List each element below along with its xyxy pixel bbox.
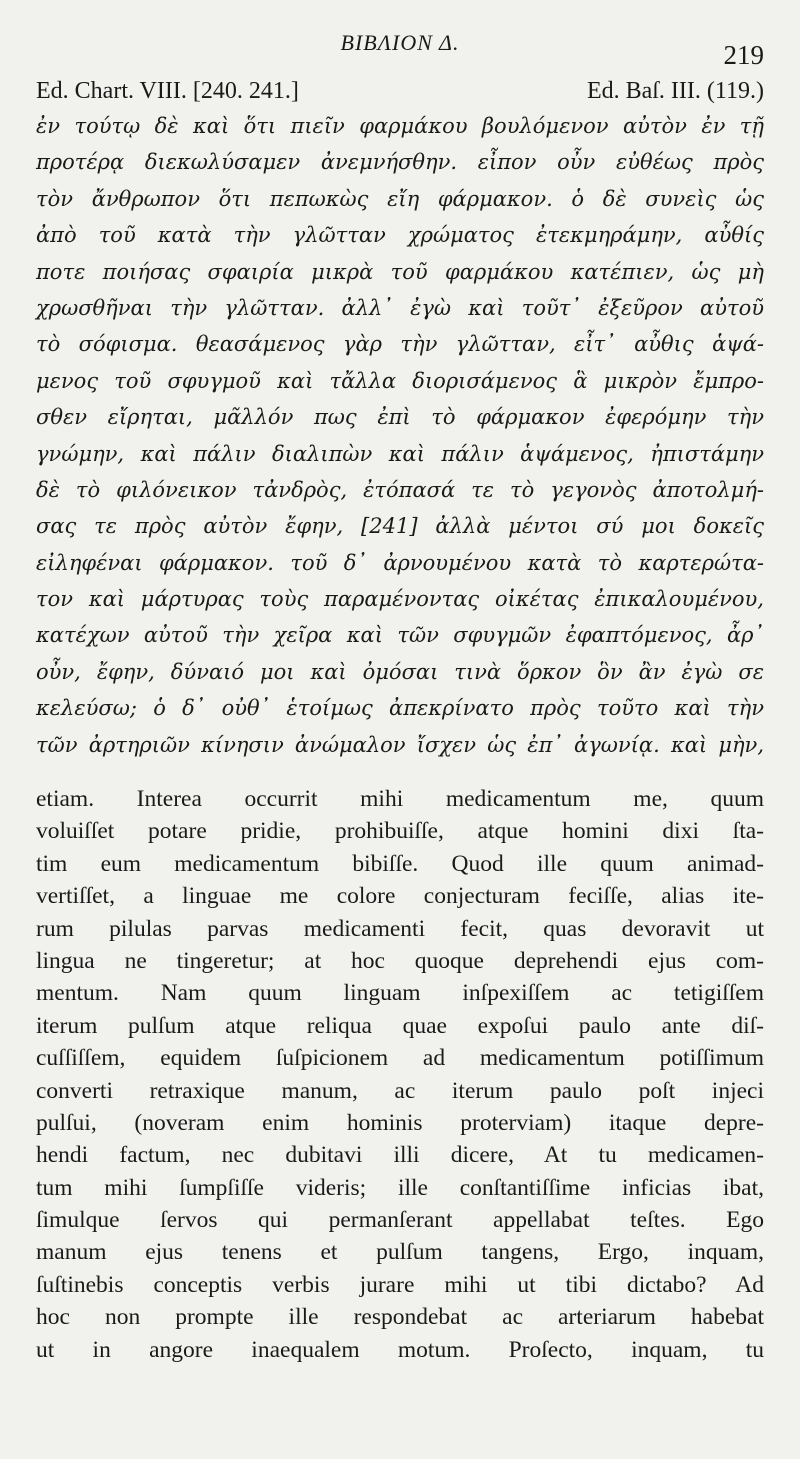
latin-text-line: vertiſſet, a linguae me colore conjecturam feciſſe, alias ite- [36, 883, 764, 910]
greek-text-line: τὸν ἄνθρωπον ὅτι πεπωκὼς εἴη φάρμακον. ὁ δὲ συνεὶς ὡς [36, 186, 764, 211]
latin-text-line: etiam. Interea occurrit mihi medicamentum me, quum [36, 786, 764, 812]
latin-text-line: ſimulque ſervos qui permanſerant appellabat teſtes. Ego [36, 1207, 764, 1234]
edition-reference-right: Ed. Baſ. III. (119.) [586, 78, 764, 104]
greek-text-line: γνώμην, καὶ πάλιν διαλιπὼν καὶ πάλιν ἁψάμενος, ἠπιστάμην [36, 441, 764, 466]
greek-text-line: τὸ σόφισμα. θεασάμενος γὰρ τὴν γλῶτταν, εἶτ᾽ αὖθις ἁψά- [36, 332, 764, 357]
latin-text-line: ſuſtinebis conceptis verbis jurare mihi ut tibi dictabo? Ad [36, 1271, 764, 1298]
latin-text-line: hoc non prompte ille respondebat ac arteriarum habebat [36, 1304, 764, 1331]
latin-text-line: rum pilulas parvas medicamenti fecit, quas devoravit ut [36, 915, 764, 942]
greek-text-line: τῶν ἀρτηριῶν κίνησιν ἀνώμαλον ἴσχεν ὡς ἐπ᾽ ἀγωνίᾳ. καὶ μὴν, [36, 732, 764, 757]
running-title: ΒΙΒΛΙΟΝ Δ. [340, 30, 460, 55]
greek-text-line: κελεύσω; ὁ δ᾽ οὐθ᾽ ἑτοίμως ἀπεκρίνατο πρὸς τοῦτο καὶ τὴν [36, 696, 764, 721]
greek-text-block [36, 108, 764, 763]
latin-text-line: tim eum medicamentum bibiſſe. Quod ille quum animad- [36, 850, 764, 877]
greek-text-line: προτέρᾳ διεκωλύσαμεν ἀνεμνήσθην. εἶπον οὖν εὐθέως πρὸς [36, 150, 764, 175]
latin-text-line: manum ejus tenens et pulſum tangens, Ergo, inquam, [36, 1239, 764, 1266]
greek-text-line: χρωσθῆναι τὴν γλῶτταν. ἀλλ᾽ ἐγὼ καὶ τοῦτ᾽ ἐξεῦρον αὐτοῦ [36, 295, 764, 320]
greek-text-line: σας τε πρὸς αὐτὸν ἔφην, [241] ἀλλὰ μέντοι σύ μοι δοκεῖς [36, 514, 764, 539]
page-number: 219 [723, 40, 764, 70]
latin-text-line: cuſſiſſem, equidem ſuſpicionem ad medicamentum potiſſimum [36, 1045, 764, 1072]
greek-text-line: οὖν, ἔφην, δύναιό μοι καὶ ὀμόσαι τινὰ ὅρκον ὃν ἂν ἐγὼ σε [36, 659, 764, 684]
greek-text-line: σθεν εἴρηται, μᾶλλόν πως ἐπὶ τὸ φάρμακον ἐφερόμην τὴν [36, 405, 764, 430]
latin-text-line: pulſui, (noveram enim hominis proterviam) itaque depre- [36, 1109, 764, 1136]
latin-text-block [36, 783, 764, 1366]
latin-text-line: hendi factum, nec dubitavi illi dicere, At tu medicamen- [36, 1142, 764, 1169]
greek-text-line: ἐν τούτῳ δὲ καὶ ὅτι πιεῖν φαρμάκου βουλόμενον αὐτὸν ἐν τῇ [36, 114, 764, 138]
greek-text-line: τον καὶ μάρτυρας τοὺς παραμένοντας οἰκέτας ἐπικαλουμένου, [36, 587, 764, 612]
greek-text-line: κατέχων αὐτοῦ τὴν χεῖρα καὶ τῶν σφυγμῶν ἐφαπτόμενος, ἆρ᾽ [36, 623, 764, 648]
latin-text-line: iterum pulſum atque reliqua quae expoſui paulo ante diſ- [36, 1012, 764, 1039]
latin-text-line: voluiſſet potare pridie, prohibuiſſe, atque homini dixi ſta- [36, 818, 764, 845]
latin-text-line: ut in angore inaequalem motum. Proſecto, inquam, tu [36, 1336, 764, 1363]
edition-line [36, 78, 764, 105]
greek-text-line: ποτε ποιήσας σφαιρία μικρὰ τοῦ φαρμάκου κατέπιεν, ὡς μὴ [36, 259, 764, 284]
latin-text-line: tum mihi ſumpſiſſe videris; ille conſtantiſſime inficias ibat, [36, 1174, 764, 1201]
greek-text-line: ἀπὸ τοῦ κατὰ τὴν γλῶτταν χρώματος ἐτεκμηράμην, αὖθίς [36, 223, 764, 248]
edition-reference-left: Ed. Chart. VIII. [240. 241.] [36, 78, 299, 104]
greek-text-line: δὲ τὸ φιλόνεικον τἀνδρὸς, ἐτόπασά τε τὸ γεγονὸς ἀποτολμή- [36, 477, 764, 502]
latin-text-line: converti retraxique manum, ac iterum paulo poſt injeci [36, 1077, 764, 1104]
greek-text-line: εἰληφέναι φάρμακον. τοῦ δ᾽ ἀρνουμένου κατὰ τὸ καρτερώτα- [36, 550, 764, 575]
greek-text-line: μενος τοῦ σφυγμοῦ καὶ τἄλλα διορισάμενος ἃ μικρὸν ἔμπρο- [36, 368, 764, 393]
latin-text-line: lingua ne tingeretur; at hoc quoque deprehendi ejus com- [36, 947, 764, 974]
latin-text-line: mentum. Nam quum linguam inſpexiſſem ac tetigiſſem [36, 980, 764, 1007]
